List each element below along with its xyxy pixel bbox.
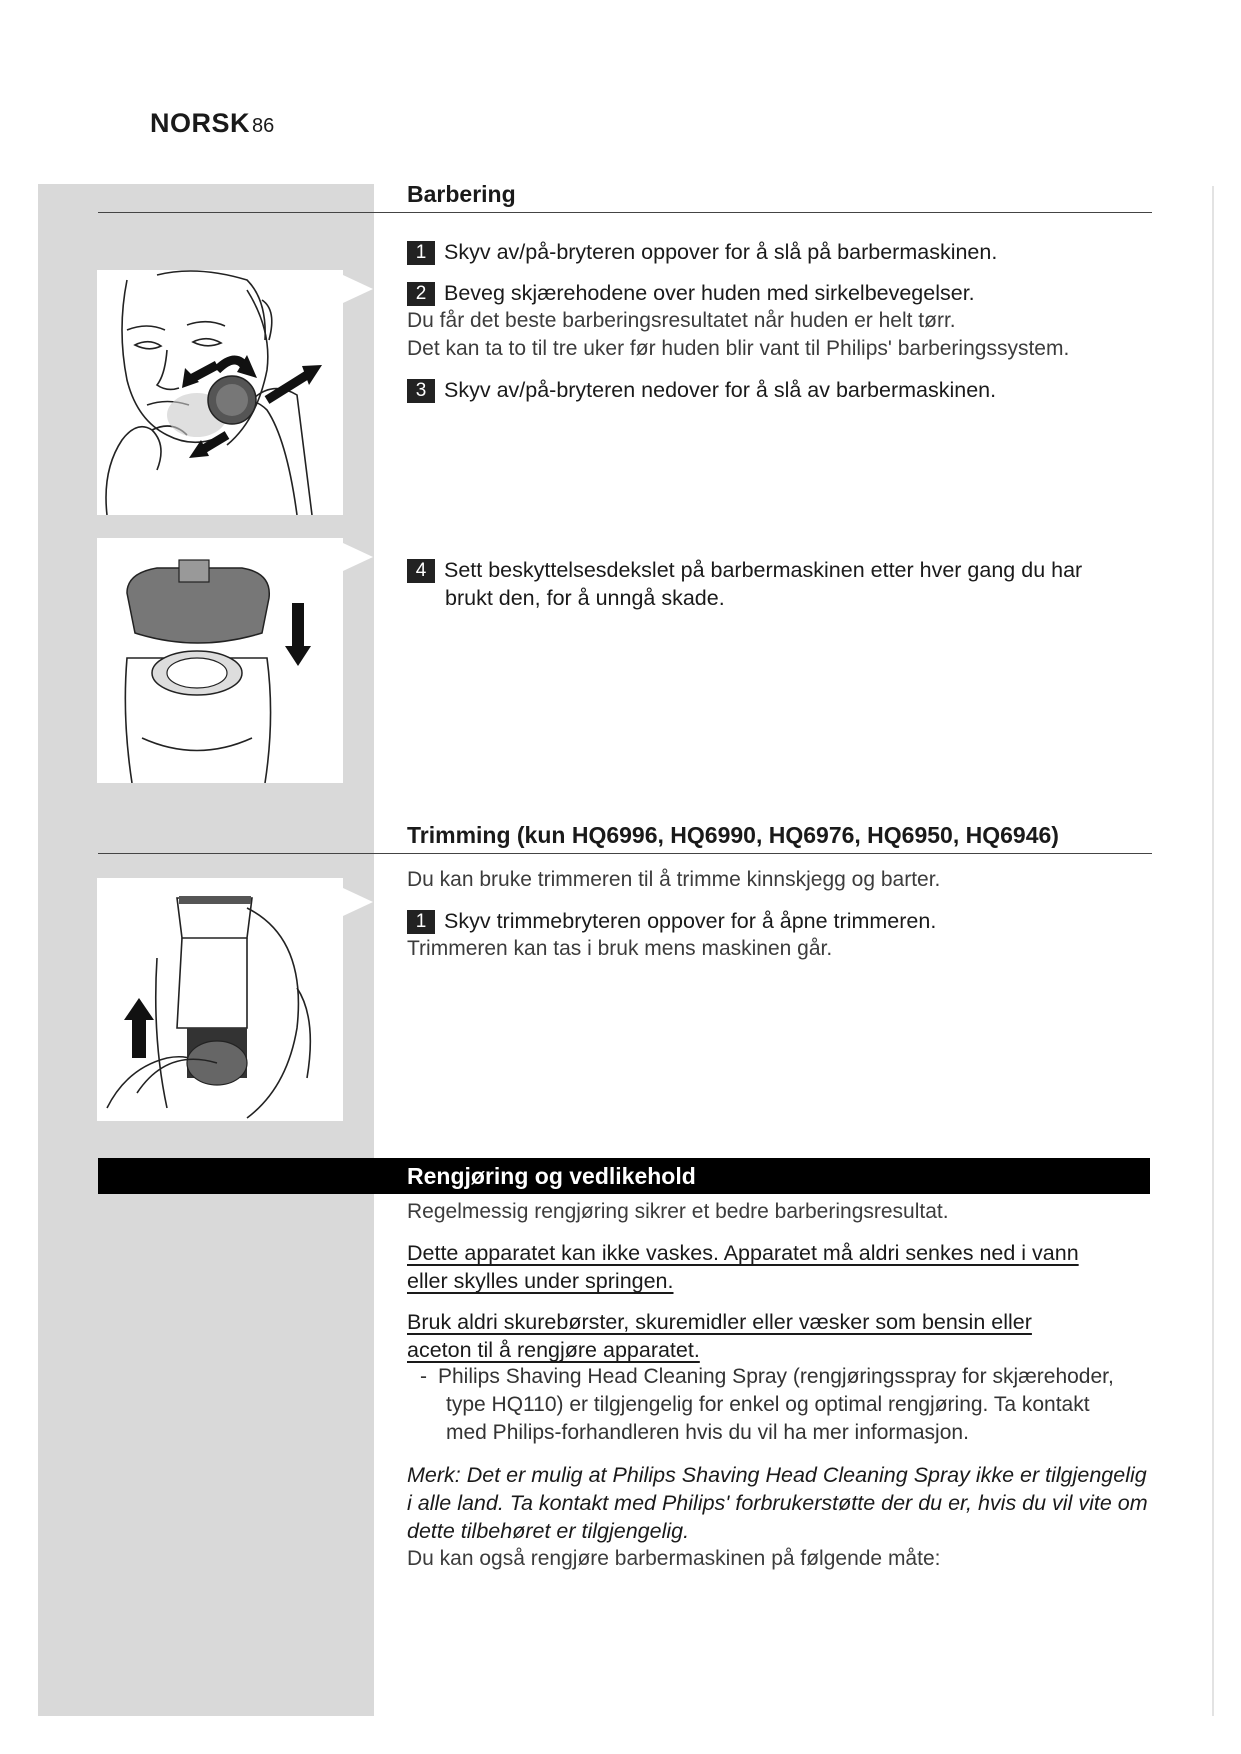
heading-shaving: Barbering (407, 181, 516, 207)
heading-trimming: Trimming (kun HQ6996, HQ6990, HQ6976, HQ6950, HQ6946) (407, 822, 1059, 848)
step-text-line2: brukt den, for å unngå skade. (445, 586, 725, 610)
rule-trimming (98, 853, 1152, 854)
illustration-protection-cap (97, 538, 343, 783)
protection-cap-drawing (97, 538, 343, 783)
trimming-info: Trimmeren kan tas i bruk mens maskinen går. (407, 937, 833, 960)
step-number: 1 (407, 241, 435, 265)
heading-bar-cleaning (98, 1158, 1150, 1194)
trimmer-drawing (97, 878, 343, 1121)
step-text: Skyv trimmebryteren oppover for å åpne trimmeren. (444, 909, 937, 933)
illustration-shaving-face (97, 270, 343, 515)
step-text: Skyv av/på-bryteren oppover for å slå på barbermaskinen. (444, 240, 998, 264)
callout-pointer (343, 543, 373, 571)
callout-pointer (343, 275, 373, 303)
cleaning-note (407, 1461, 1167, 1545)
step-text-line1: Sett beskyttelsesdekslet på barbermaskinen etter hver gang du har (444, 558, 1083, 582)
warning-line: Dette apparatet kan ikke vaskes. Apparatet må aldri senkes ned i vann (407, 1241, 1079, 1265)
shaving-step-1 (407, 238, 1167, 266)
shaving-step-4 (407, 556, 1167, 612)
shaving-face-drawing (97, 270, 343, 515)
warning-line: Bruk aldri skurebørster, skuremidler eller væsker som bensin eller (407, 1310, 1032, 1334)
cleaning-outro: Du kan også rengjøre barbermaskinen på følgende måte: (407, 1547, 941, 1570)
right-margin-rule (1212, 186, 1214, 1716)
shaving-info-1: Du får det beste barberingsresultatet når huden er helt tørr. (407, 309, 956, 332)
step-number: 2 (407, 282, 435, 306)
trimming-intro: Du kan bruke trimmeren til å trimme kinnskjegg og barter. (407, 868, 941, 891)
cleaning-warning-1 (407, 1239, 1167, 1295)
page-header (150, 108, 274, 139)
note-line: dette tilbehøret er tilgjengelig. (407, 1519, 690, 1543)
step-number: 1 (407, 910, 435, 934)
shaving-step-2 (407, 279, 1167, 307)
cleaning-warning-2 (407, 1308, 1167, 1364)
bullet-line: Philips Shaving Head Cleaning Spray (rengjøringsspray for skjærehoder, (438, 1365, 1114, 1388)
bullet-line: type HQ110) er tilgjengelig for enkel og optimal rengjøring. Ta kontakt (446, 1393, 1090, 1416)
shaving-step-3 (407, 376, 1167, 404)
step-number: 4 (407, 559, 435, 583)
bullet-line: med Philips-forhandleren hvis du vil ha mer informasjon. (446, 1421, 969, 1444)
warning-line: eller skylles under springen. (407, 1269, 674, 1293)
step-text: Skyv av/på-bryteren nedover for å slå av barbermaskinen. (444, 378, 997, 402)
cleaning-bullet (420, 1363, 1160, 1447)
cleaning-intro: Regelmessig rengjøring sikrer et bedre barberingsresultat. (407, 1200, 949, 1223)
shaving-info-2: Det kan ta to til tre uker før huden blir vant til Philips' barberingssystem. (407, 337, 1070, 360)
language-label: NORSK (150, 108, 251, 138)
step-number: 3 (407, 379, 435, 403)
note-line: i alle land. Ta kontakt med Philips' forbrukerstøtte der du er, hvis du vil vite om (407, 1491, 1148, 1515)
step-text: Beveg skjærehodene over huden med sirkelbevegelser. (444, 281, 975, 305)
bullet-marker: - (420, 1365, 427, 1388)
rule-shaving (98, 212, 1152, 213)
page-number: 86 (252, 115, 275, 137)
callout-pointer (343, 888, 373, 916)
warning-line: aceton til å rengjøre apparatet. (407, 1338, 700, 1362)
note-line: Merk: Det er mulig at Philips Shaving Head Cleaning Spray ikke er tilgjengelig (407, 1463, 1147, 1487)
trimming-step-1 (407, 907, 1167, 935)
illustration-trimmer (97, 878, 343, 1121)
heading-cleaning: Rengjøring og vedlikehold (407, 1163, 696, 1189)
